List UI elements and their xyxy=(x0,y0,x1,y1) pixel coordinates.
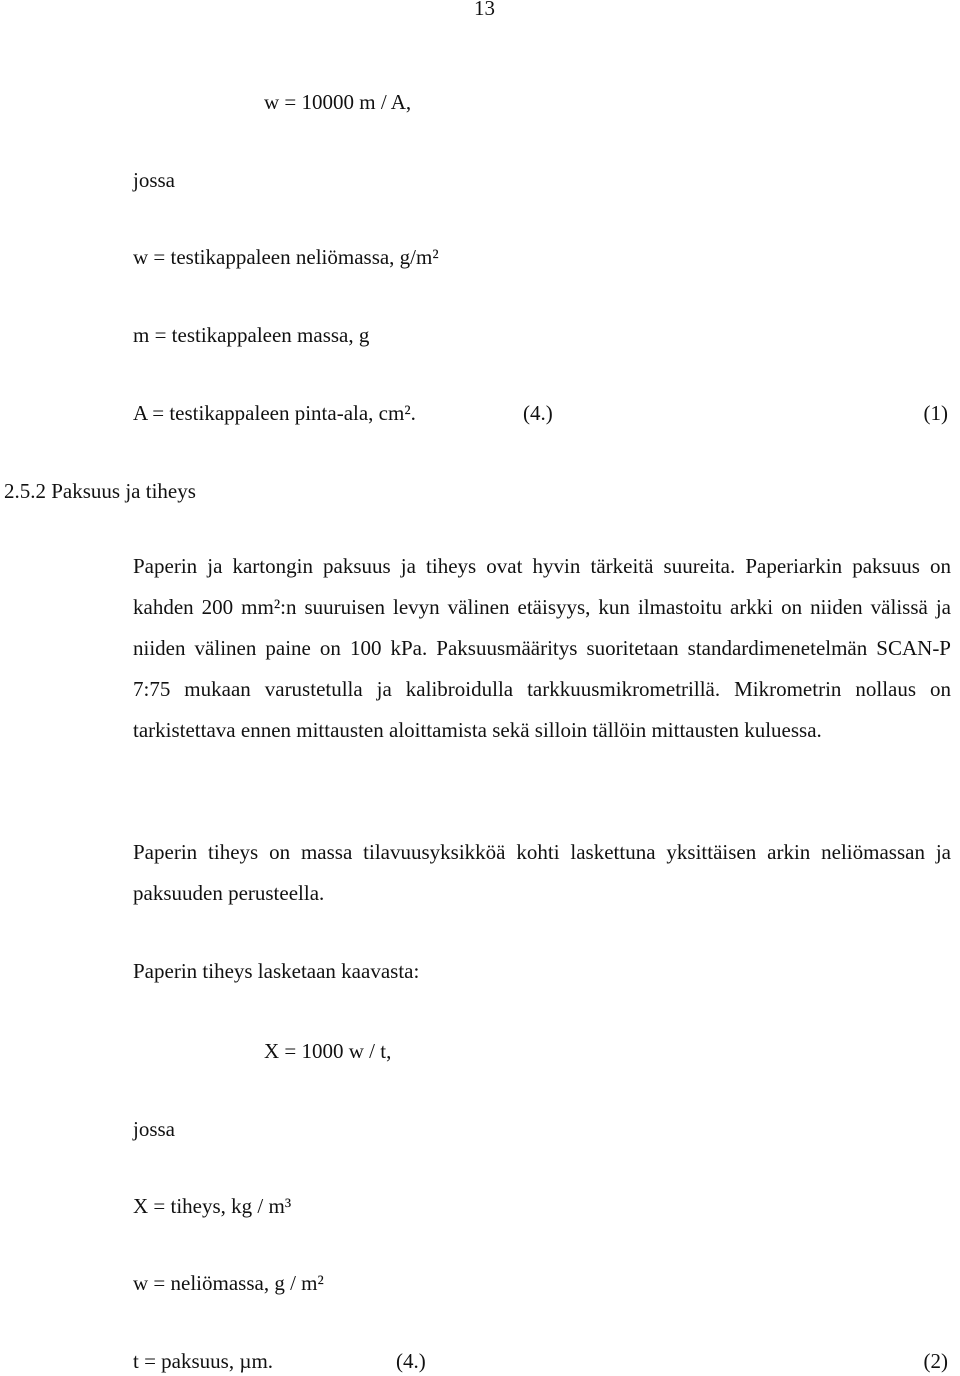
formula-1-where-label: jossa xyxy=(133,168,175,192)
page-number: 13 xyxy=(474,0,495,20)
formula-2-def-t: t = paksuus, µm. xyxy=(133,1349,274,1373)
formula-2-where-label: jossa xyxy=(133,1117,175,1141)
formula-2-def-x: X = tiheys, kg / m³ xyxy=(133,1194,292,1218)
paragraph-thickness: Paperin ja kartongin paksuus ja tiheys ovat hyvin tärkeitä suureita. Paperiarkin paksuus on kahden 200 mm²:n suuruisen levyn välinen etäisyys, kun ilmastoitu arkki on niiden välissä ja niiden välinen paine on 100 kPa. Paksuusmääritys suoritetaan standardimenetelmän SCAN-P 7:75 mukaan varustetulla ja kalibroidulla tarkkuusmikrometrillä. Mikrometrin nollaus on tarkistettava ennen mittausten aloittamista sekä silloin tällöin mittausten kuluessa. xyxy=(133,554,951,742)
section-heading: 2.5.2 Paksuus ja tiheys xyxy=(4,479,196,503)
formula-2-equation: X = 1000 w / t, xyxy=(264,1039,392,1063)
formula-2-reference: (4.) xyxy=(396,1349,426,1373)
formula-2-number: (2) xyxy=(923,1349,948,1373)
formula-1-def-w: w = testikappaleen neliömassa, g/m² xyxy=(133,245,439,269)
formula-1-reference: (4.) xyxy=(523,401,553,425)
paragraph-formula-intro: Paperin tiheys lasketaan kaavasta: xyxy=(133,959,420,983)
formula-1-number: (1) xyxy=(923,401,948,425)
formula-1-def-m: m = testikappaleen massa, g xyxy=(133,323,370,347)
paragraph-density: Paperin tiheys on massa tilavuusyksikköä kohti laskettuna yksittäisen arkin neliömassan ja paksuuden perusteella. xyxy=(133,840,951,905)
formula-2-def-w: w = neliömassa, g / m² xyxy=(133,1271,324,1295)
formula-1-equation: w = 10000 m / A, xyxy=(264,90,412,114)
formula-1-def-a: A = testikappaleen pinta-ala, cm². xyxy=(133,401,416,425)
